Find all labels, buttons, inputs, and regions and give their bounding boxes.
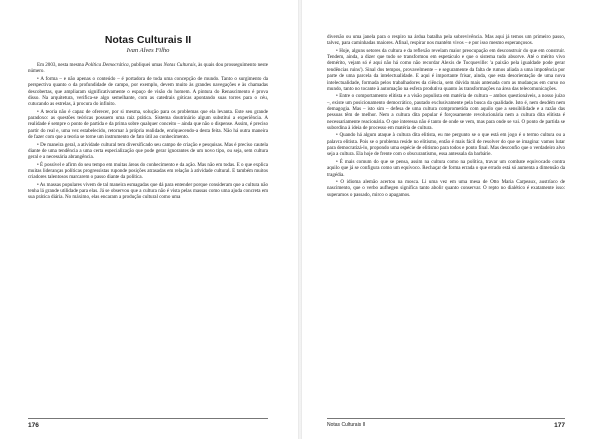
paragraph: • Entre o comportamento elitista e a visão populista em matéria de cultura – ambos questionáveis, a nosso juízo –, existe um posicionamento democrático, pautado exclusivamente pela busca da qualidade. Isto é, nem desdém nem demagogia. Mas – isto sim – defesa de uma cultura comprometida com aquilo que a sensibilidade e a razão das pessoas têm de melhor. Nem a cultura dita popular é forçosamente revolucionária nem a cultura dita elitista é necessariamente reacionária. O que interessa não é tanto de onde se vem, mas para onde se vai. O ponto de partida se subordina à ideia de processo em matéria de cultura. bbox=[327, 93, 565, 131]
footer-rule bbox=[28, 418, 268, 419]
right-page bbox=[302, 0, 600, 439]
paragraph: • É possível e afirm do seu tempo em muitas áreas do conhecimento e da ação. Mas não em todas. E o que explica muitas lideranças políticas progressistas ruponde posições atrasadas em relação à atividade cultural. E também muitos criadores talentosos marcarem o passo diante da política. bbox=[28, 161, 268, 181]
left-page bbox=[0, 0, 298, 439]
page-number-left: 176 bbox=[28, 422, 39, 429]
paragraph: • É mais comum do que se pensa, assim na cultura como na política, travar um combate equivocado contra aquilo que já se configura como um equívoco. Rechaçar de forma errada o que errado está só aumenta a dimensão da tragédia. bbox=[327, 158, 565, 178]
paragraph: • A forma – e não apenas o conteúdo – é portadora de toda uma concepção de mundo. Tanto o surgimento da perspectiva quanto o da profundidade de campo, por exemplo, devem muito às grandes navegações e às chamadas descobertas, que ampliaram significativamente o espaço de visão do homem. A pintura do Renascimento é prova disso. Na arquitetura, verifica-se algo semelhante, com as catedrais góticas apontando suas torres para o céu, cutucando as estrelas, à procura do infinito. bbox=[28, 75, 268, 108]
intro-lead: Em 2003, nesta mesma bbox=[37, 62, 86, 69]
paragraph: • O idioma alemão acertou na mosca. Li uma vez em uma mesa de Otto Maria Carpeaux, austríaco de nascimento, que o verbo aufhegen significa tanto abolir quanto conservar. O repto no dialético é exatamente isso: superamos o passado, mirco o apagamos. bbox=[327, 179, 565, 198]
intro-emphasis-2: Notas Culturais bbox=[163, 62, 196, 69]
page-number-right: 177 bbox=[554, 422, 565, 429]
paragraph: • As massas populares vivem de tal maneira esmagadas que dá para entender porque consideram que a cultura não tenha lá grande utilidade para elas. Já se observou que a cultura não é vista pelas massas como uma ajuda concreta em sua prática diária. No máximo, elas encaram a produção cultural como uma bbox=[28, 181, 268, 201]
article-author: Ivan Alves Filho bbox=[126, 47, 170, 55]
running-head: Notas Culturais II bbox=[327, 422, 366, 428]
intro-emphasis-1: Política Democrática bbox=[85, 62, 129, 69]
right-page-text bbox=[327, 34, 565, 199]
paragraph: • Hoje, alguns setores da cultura e da reflexão revelam maior preocupação em desconstruir do que em construir. Tendem, ainda, a dizer que tudo se transformou em espetáculo e que o sistema tudo absorve. Até o mérito vivo demérito, vejam só é aqui não há como não recordar Alexis de Tocqueville: 'a paixão pela igualdade pode gerar tendências ruins'). Sinal dos tempos, provavelmente – e seguramente da falta de rumos aliada a uma impotência por parte de uma parcela da intelectualidade. E aqui é importante frisar, ainda, que esta desorientação de uma nova intelectualidade, formada pelos trabalhadores da ciência, sem dúvida mais antenada com as mudanças em curso no mundo, tanto no tocante à automação na esfera produtiva quanto às transformações na área das telecomunicações. bbox=[327, 47, 565, 92]
article-title: Notas Culturais II bbox=[104, 34, 192, 46]
paragraph: • De maneira geral, a atividade cultural tem diversificado seu campo de criação e pesquisas. Mas é preciso cautela diante de uma tendência a uma certa especialização que pode gerar ignorantes de um novo tipo, ou seja, sem cultura geral e a necessária abrangência. bbox=[28, 141, 268, 161]
paragraph: • A teoria não é capaz de oferecer, por si mesma, solução para os problemas que ela levanta. Este seu grande paradoxo: as questões teóricas possuem uma raiz prática. Sistema doutrinário algum substitui a experiência. A realidade é sempre o ponto de partida e da prima sobre qualquer conceito – ainda que não o dispense. Assim, é preciso partir do real e, uma vez estabelecido, retornar à própria realidade, enriquecendo-a desta feita. Não há outra maneira de fazer com que a teoria se torne um instrumento de fato útil ao conhecimento. bbox=[28, 108, 268, 141]
intro-tail: , às quais dou prosseguimento neste número. bbox=[28, 62, 269, 75]
intro-paragraph bbox=[28, 62, 268, 75]
paragraph: diversão ou uma janela para o respiro na árdua batalha pela sobrevivência. Mas aqui já temos um primeiro passo, talvez, para caminhadas maiores. Afinal, respirar nos mantém vivos – e por isso mesmo esperançosos. bbox=[327, 34, 565, 47]
intro-mid: , publiquei umas bbox=[128, 62, 164, 69]
paragraph: • Quando há algum ataque à cultura dita elitista, eu me pergunto se o que está em jogo é o termo cultura ou a palavra elitista. Pois se o problema reside no elitismo, então é mais fácil de resolver do que se imagina: vamos lutar para democratizá-lo, propondo uma espécie de elitismo para todos e ponto final. Mas desconfio que o verdadeiro alvo seja a cultura. Ela hoje de frente com o obscurantismo, essa antessala da barbárie. bbox=[327, 132, 565, 158]
footer-rule bbox=[327, 418, 565, 419]
left-page-text bbox=[28, 34, 268, 202]
